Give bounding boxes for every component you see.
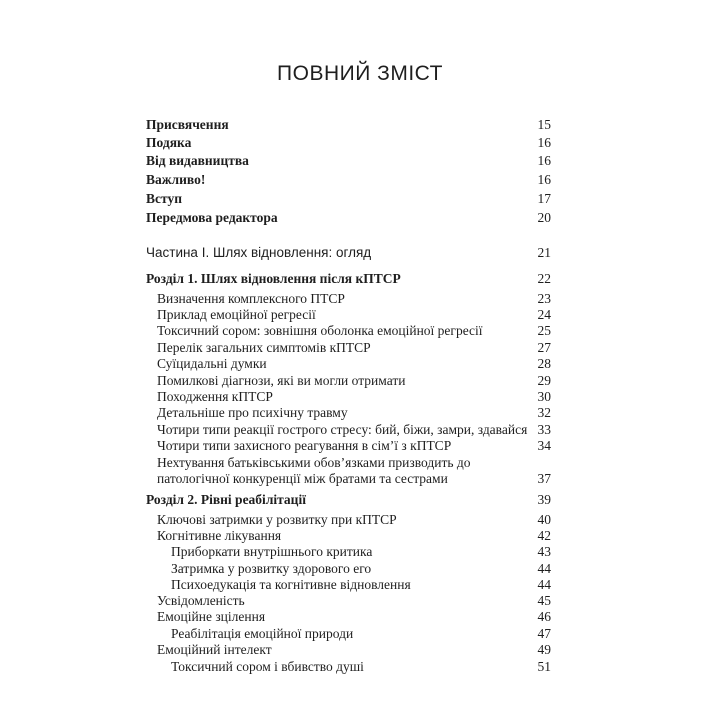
- toc-entry-title: Затримка у розвитку здорового его: [171, 561, 372, 576]
- toc-entry-page: 30: [537, 389, 551, 404]
- toc-entry-page: 42: [537, 528, 551, 543]
- toc-entry-title: Емоційний інтелект: [157, 642, 272, 657]
- toc-entry-page: 16: [537, 172, 551, 187]
- toc-entry-title: Токсичний сором: зовнішня оболонка емоційної регресії: [157, 323, 483, 338]
- toc-entry-page: 20: [537, 210, 551, 225]
- toc-entry-title: Передмова редактора: [146, 210, 278, 225]
- toc-entry-title: Ключові затримки у розвитку при кПТСР: [157, 512, 397, 527]
- toc-entry-page: 27: [537, 340, 551, 355]
- toc-entry-page: 16: [537, 153, 551, 168]
- toc-entry-title: Детальніше про психічну травму: [157, 405, 348, 420]
- toc-entry-title-continued: патологічної конкуренції між братами та сестрами: [157, 471, 448, 486]
- toc-entry-page: 24: [537, 307, 551, 322]
- toc-entry-page: 22: [537, 271, 551, 286]
- toc-entry-title: Від видавництва: [146, 153, 249, 168]
- toc-entry-page: 51: [537, 659, 551, 674]
- toc-entry-page: 33: [537, 422, 551, 437]
- toc-entry-page: 47: [537, 626, 551, 641]
- toc-entry-title: Приклад емоційної регресії: [157, 307, 316, 322]
- toc-entry-page: 21: [537, 245, 551, 260]
- toc-entry-page: 29: [537, 373, 551, 388]
- toc-entry-title: Реабілітація емоційної природи: [171, 626, 354, 641]
- toc-entry-title: Перелік загальних симптомів кПТСР: [157, 340, 371, 355]
- toc-entry-page: 32: [537, 405, 551, 420]
- toc-entry-title: Частина І. Шлях відновлення: огляд: [146, 245, 372, 260]
- toc-entry-title: Вступ: [146, 191, 182, 206]
- toc-entry-title: Усвідомленість: [157, 593, 245, 608]
- toc-entry-page: 23: [537, 291, 551, 306]
- toc-entry-title: Суїцидальні думки: [157, 356, 267, 371]
- toc-entry-page: 16: [537, 135, 551, 150]
- toc-entry-title: Психоедукація та когнітивне відновлення: [171, 577, 411, 592]
- toc-entry-page: 43: [537, 544, 551, 559]
- toc-entry-page: 34: [537, 438, 551, 453]
- toc-entry-title: Важливо!: [146, 172, 206, 187]
- toc-entry-title: Чотири типи захисного реагування в сім’ї з кПТСР: [157, 438, 452, 453]
- toc-entry-page: 49: [537, 642, 551, 657]
- toc-entry-title: Токсичний сором і вбивство душі: [171, 659, 364, 674]
- toc-entry-page: 28: [537, 356, 551, 371]
- toc-entry-title: Емоційне зцілення: [157, 609, 266, 624]
- toc-entry-page: 17: [537, 191, 551, 206]
- toc-entry-page: 40: [537, 512, 551, 527]
- toc-entry-page: 44: [537, 577, 551, 592]
- toc-entry-page: 46: [537, 609, 551, 624]
- toc-entry-title: Розділ 1. Шлях відновлення після кПТСР: [146, 271, 401, 286]
- toc-entry-page: 45: [537, 593, 551, 608]
- toc-entry-page: 37: [537, 471, 551, 486]
- toc-entry-title: Походження кПТСР: [157, 389, 273, 404]
- toc-entry-page: 44: [537, 561, 551, 576]
- toc-entry-page: 15: [537, 117, 551, 132]
- page-title: ПОВНИЙ ЗМІСТ: [277, 62, 443, 85]
- toc-entry-title: Подяка: [146, 135, 192, 150]
- toc-entry-page: 25: [537, 323, 551, 338]
- toc-entry-title: Присвячення: [146, 117, 229, 132]
- toc-entry-title: Когнітивне лікування: [157, 528, 282, 543]
- toc-entry-title: Визначення комплексного ПТСР: [157, 291, 345, 306]
- toc-entry-title: Чотири типи реакції гострого стресу: бий, біжи, замри, здавайся: [157, 422, 528, 437]
- toc-entry-title: Помилкові діагнози, які ви могли отримати: [157, 373, 406, 388]
- toc-entry-page: 39: [537, 492, 551, 507]
- toc-entry-title: Приборкати внутрішнього критика: [171, 544, 373, 559]
- toc-entry-title: Нехтування батьківськими обов’язками призводить до: [157, 455, 471, 470]
- toc-entry-title: Розділ 2. Рівні реабілітації: [146, 492, 306, 507]
